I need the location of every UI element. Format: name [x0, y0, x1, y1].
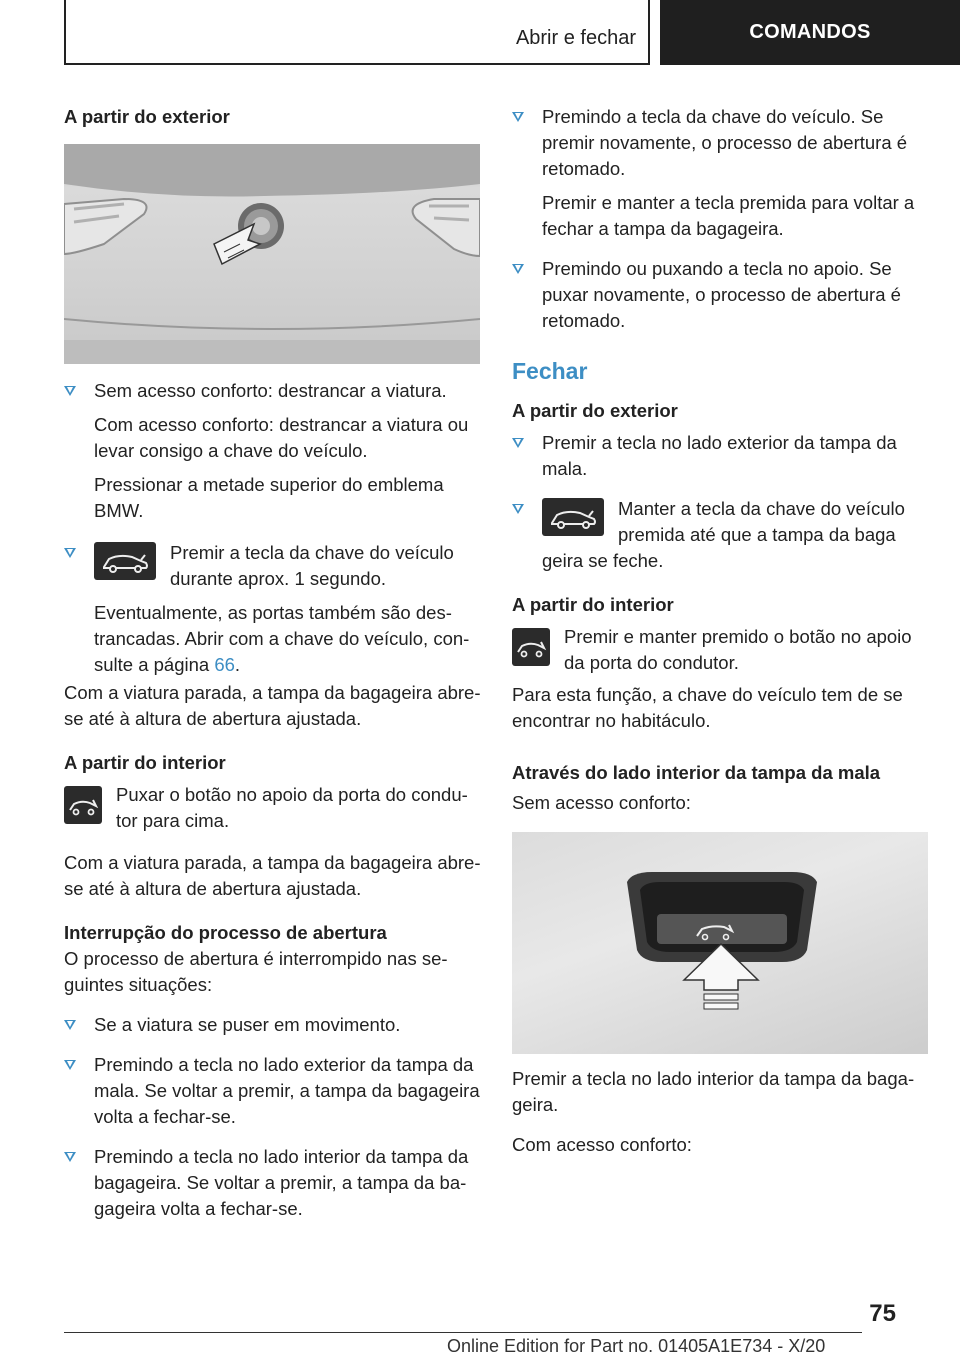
- bullet-text: Premindo a tecla da chave do veículo. Se premir novamente, o processo de abertura é retomado.: [542, 106, 908, 179]
- bullet-marker: [64, 1060, 76, 1070]
- heading-from-interior: A partir do interior: [64, 752, 226, 773]
- interruption-text: Premindo a tecla no lado exterior da tampa da mala. Se voltar a premir, a tampa da bagageira volta a fechar-se.: [94, 1054, 480, 1127]
- footer-edition: Online Edition for Part no. 01405A1E734 - X/20: [447, 1336, 826, 1356]
- interruption-text: Se a viatura se puser em movimento.: [94, 1014, 401, 1035]
- heading-inside-lid: Através do lado interior da tampa da mala: [512, 762, 881, 783]
- interior-text: Premir e manter premido o botão no apoio da porta do condutor.: [564, 626, 912, 673]
- bullet-text-comfort: Com acesso conforto: destrancar a viatura ou levar consigo a chave do veículo.: [94, 414, 469, 461]
- header-rule-left: [64, 0, 66, 64]
- bullet-marker: [512, 264, 524, 274]
- footer-rule: [64, 1332, 862, 1333]
- header-section-title: Abrir e fechar: [515, 27, 636, 49]
- paragraph-opening-height: Com a viatura parada, a tampa da bagageira abre-se até à altura de abertura ajustada.: [64, 682, 481, 729]
- interruption-item-1: [64, 1012, 482, 1038]
- bullet-marker: [512, 438, 524, 448]
- interruption-item-2: [64, 1052, 482, 1130]
- page-link[interactable]: 66: [214, 654, 235, 675]
- bullet-marker: [64, 1152, 76, 1162]
- header-rule-bottom: [64, 63, 650, 65]
- heading-interruption: Interrupção do processo de abertura: [64, 922, 387, 943]
- interruption-intro: O processo de abertura é interrompido nas seguintes situações:: [64, 948, 448, 995]
- bullet-marker: [512, 112, 524, 122]
- bullet-text: Premindo ou puxando a tecla no apoio. Se puxar novamente, o processo de abertura é retomado.: [542, 258, 901, 331]
- note-text: Eventualmente, as portas também são destrancadas. Abrir com a chave do veículo, consulte a página: [94, 602, 470, 675]
- heading-close-interior: A partir do interior: [512, 594, 674, 615]
- inside-lid-button-illustration: [512, 832, 928, 1054]
- close-bullet-2: [512, 496, 928, 574]
- heading-close-exterior: A partir do exterior: [512, 400, 678, 421]
- close-interior-icon-row: [512, 624, 928, 676]
- right-column: [512, 104, 928, 1158]
- header-rule-divider: [648, 0, 650, 64]
- bullet-marker: [64, 548, 76, 558]
- icon-row: [94, 540, 482, 592]
- trunk-button-icon: [512, 628, 550, 666]
- header-chapter-tab: [660, 0, 960, 65]
- car-trunk-key-icon: [542, 498, 604, 536]
- no-comfort-label: Sem acesso conforto:: [512, 792, 691, 813]
- heading-from-exterior: A partir do exterior: [64, 106, 230, 127]
- interior-text: Puxar o botão no apoio da porta do condutor para cima.: [116, 784, 468, 831]
- key-press-text: Premir a tecla da chave do veículo durante aprox. 1 segundo.: [170, 542, 454, 589]
- chapter-label: COMANDOS: [749, 21, 871, 43]
- after-photo-text: Premir a tecla no lado interior da tampa da bagageira.: [512, 1068, 915, 1115]
- bullet-text-extra: Premir e manter a tecla premida para voltar a fechar a tampa da bagageira.: [542, 192, 915, 239]
- bullet-text: Premir a tecla no lado exterior da tampa da mala.: [542, 432, 897, 479]
- page-number: 75: [869, 1300, 896, 1327]
- icon-row: [542, 496, 928, 548]
- left-column: [64, 104, 482, 1222]
- bullet-text: Manter a tecla da chave do veículo premida até que a tampa da baga: [618, 498, 905, 545]
- car-trunk-key-icon: [94, 542, 156, 580]
- paragraph-opening-height-2: Com a viatura parada, a tampa da bagageira abre-se até à altura de abertura ajustada.: [64, 852, 481, 899]
- bullet-text-emblem: Pressionar a metade superior do emblema BMW.: [94, 474, 444, 521]
- bullet-door-button: [512, 256, 928, 334]
- interruption-text: Premindo a tecla no lado interior da tampa da bagageira. Se voltar a premir, a tampa da bagageira volta a fechar-se.: [94, 1146, 469, 1219]
- tailgate-emblem-photo: [64, 144, 480, 364]
- bullet-marker: [64, 386, 76, 396]
- bullet-key-resume: [512, 104, 928, 242]
- key-press-note: [94, 600, 482, 678]
- interior-note: Para esta função, a chave do veículo tem de se encontrar no habitáculo.: [512, 684, 903, 731]
- inside-lid-button-photo: [512, 832, 928, 1054]
- with-comfort-label: Com acesso conforto:: [512, 1134, 692, 1155]
- bullet-key-press: [64, 540, 482, 678]
- close-bullet-1: [512, 430, 928, 482]
- section-close-title: Fechar: [512, 358, 588, 384]
- bullet-text-rest: geira se feche.: [542, 550, 664, 571]
- note-end: .: [234, 654, 241, 675]
- tailgate-emblem-illustration: [64, 144, 480, 364]
- interior-icon-row: [64, 782, 482, 834]
- interruption-item-3: [64, 1144, 482, 1222]
- bullet-text: Sem acesso conforto: destrancar a viatura.: [94, 380, 447, 401]
- bullet-marker: [64, 1020, 76, 1030]
- trunk-button-icon: [64, 786, 102, 824]
- bullet-marker: [512, 504, 524, 514]
- bullet-unlock: [64, 378, 482, 524]
